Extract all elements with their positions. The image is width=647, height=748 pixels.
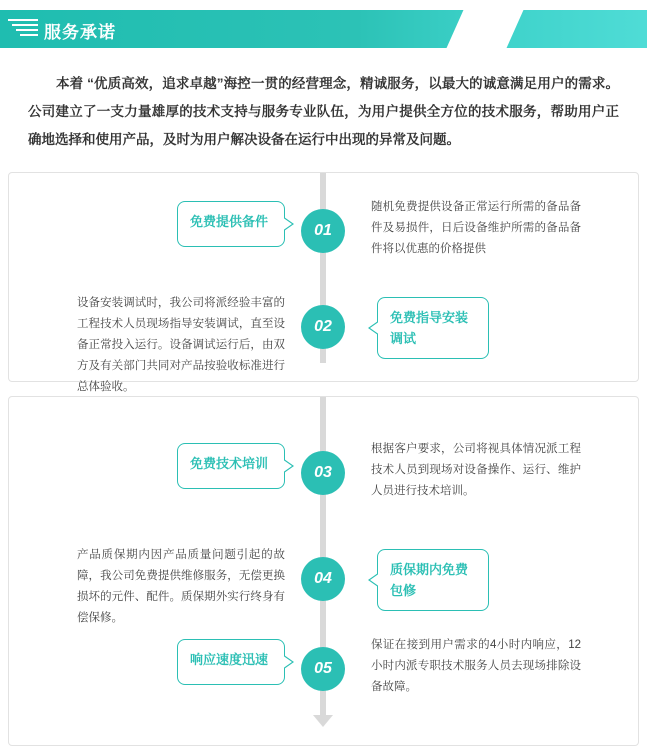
service-title-05[interactable]: 响应速度迅速 <box>177 639 285 685</box>
service-title-04[interactable]: 质保期内免费包修 <box>377 549 489 611</box>
service-number-03: 03 <box>301 451 345 495</box>
service-item-01 <box>9 199 638 279</box>
service-description-05: 保证在接到用户需求的4小时内响应，12小时内派专职技术服务人员去现场排除设备故障。 <box>371 639 581 693</box>
service-title-03[interactable]: 免费技术培训 <box>177 443 285 489</box>
intro-paragraph: 本着 “优质高效，追求卓越”海控一贯的经营理念，精诚服务，以最大的诚意满足用户的需求。公司建立了一支力量雄厚的技术支持与服务专业队伍，为用户提供全方位的技术服务，帮助用户正确地选择和使用产品，及时为用户解决设备在运行中出现的异常及问题。 <box>28 76 619 147</box>
service-number-04: 04 <box>301 557 345 601</box>
service-description-03: 根据客户要求，公司将视具体情况派工程技术人员到现场对设备操作、运行、维护人员进行技术培训。 <box>371 443 581 497</box>
service-panel-two <box>8 396 639 746</box>
service-item-05 <box>9 637 638 717</box>
service-description-04: 产品质保期内因产品质量问题引起的故障，我公司免费提供维修服务，无偿更换损坏的元件、配件。质保期外实行终身有偿保修。 <box>77 549 285 624</box>
service-title-02[interactable]: 免费指导安装调试 <box>377 297 489 359</box>
service-number-01: 01 <box>301 209 345 253</box>
service-description-01: 随机免费提供设备正常运行所需的备品备件及易损件，日后设备维护所需的备品备件将以优惠的价格提供 <box>371 201 581 255</box>
page-title: 服务承诺 <box>44 23 116 42</box>
service-description-02: 设备安装调试时，我公司将派经验丰富的工程技术人员现场指导安装调试，直至设备正常投入运行。设备调试运行后，由双方及有关部门共同对产品按验收标准进行总体验收。 <box>77 297 285 393</box>
service-item-03 <box>9 441 638 521</box>
service-number-05: 05 <box>301 647 345 691</box>
menu-lines-icon <box>8 19 38 39</box>
service-item-04 <box>9 547 638 627</box>
service-item-02 <box>9 295 638 393</box>
service-number-02: 02 <box>301 305 345 349</box>
service-title-01[interactable]: 免费提供备件 <box>177 201 285 247</box>
service-panel-one <box>8 172 639 393</box>
page-header <box>0 0 647 56</box>
